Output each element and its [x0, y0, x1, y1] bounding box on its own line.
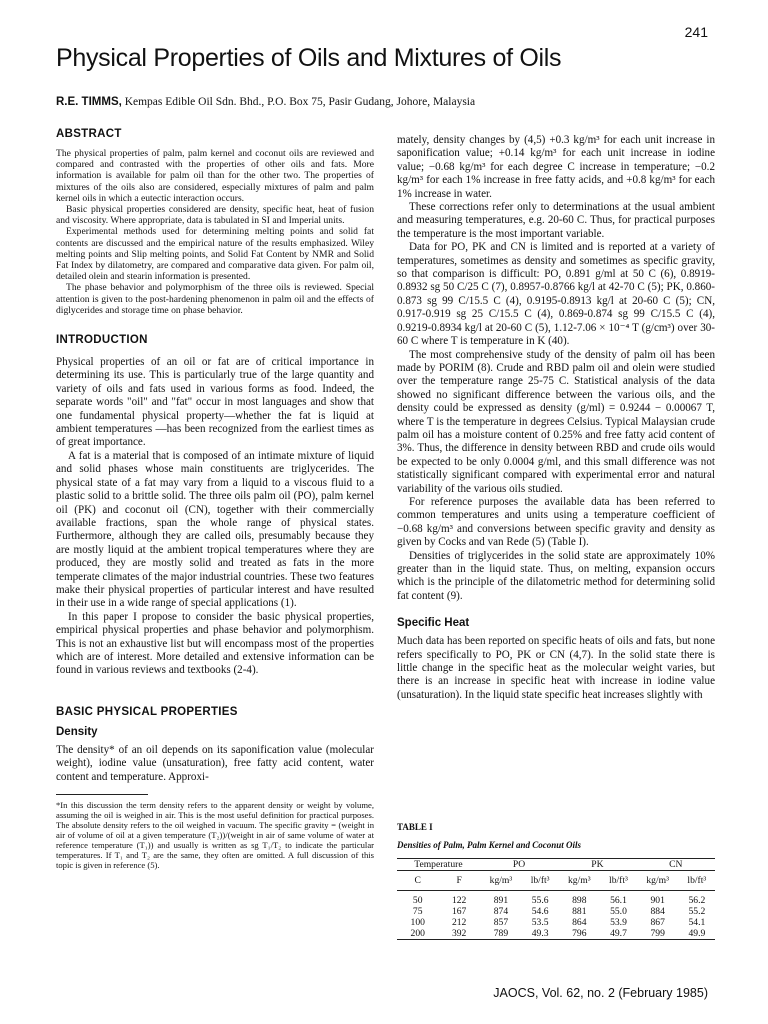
- table-cell: 122: [451, 895, 467, 906]
- table-cell: 881: [572, 906, 587, 917]
- table-column-header: lb/ft³: [530, 875, 550, 886]
- table-cell: 857: [493, 917, 509, 928]
- body-paragraph: Physical properties of an oil or fat are of critical importance in determining its use. This is particularly true of the large quantity and variety of oils and fats used in various forms as food. Indeed, the separate words "oil" and "fat" occur in most languages and show that one fundamental physical property—whether the fat is liquid at ambient temperatures —has been recognized from the earliest times as of great importance.: [56, 356, 374, 449]
- table-column-header: kg/m³: [489, 875, 513, 886]
- table-row: [397, 895, 715, 906]
- abstract-heading: ABSTRACT: [56, 128, 122, 140]
- body-paragraph: A fat is a material that is composed of an intimate mixture of liquid and solid phases whose main constituents are triglycerides. The physical state of a fat may vary from a liquid to a viscous fluid to a plastic solid to a brittle solid. The three oils palm oil (PO), palm kernel oil (PK) and coconut oil (CN), together with their commercially available fractions, span the whole range of physical states. Furthermore, although they are called oils, presumably because they are mostly liquid at the ambient tropical temperatures where they are produced, they are mostly solid and treated as fats in the more temperate climates of the major industrial countries. These two features make their physical properties of particular interest and have resulted in their use in a wide range of special applications (1).: [56, 449, 374, 610]
- table-column-header: kg/m³: [568, 875, 591, 886]
- table-label: TABLE I: [397, 822, 433, 832]
- abstract-paragraph: Experimental methods used for determining melting points and solid fat contents are discussed and the empirical nature of the results emphasized. Wiley melting points and Slip melting points, and Solid Fat Content by NMR and Solid Fat Index by dilatometry, are compared and comparative data given. For palm oil, detailed olein and stearin information is presented.: [56, 226, 374, 283]
- table-cell: 54.1: [688, 917, 706, 928]
- table-cell: 789: [493, 928, 509, 939]
- journal-footer: JAOCS, Vol. 62, no. 2 (February 1985): [493, 986, 708, 1000]
- table-cell: 50: [412, 895, 423, 906]
- body-paragraph: Densities of triglycerides in the solid state are approximately 10% greater than in the liquid state. Thus, on melting, expansion occurs which is the principle of the dilatometric method for determining solid fat content (9).: [397, 549, 715, 602]
- abstract-paragraph: The physical properties of palm, palm kernel and coconut oils are reviewed and compared and contrasted with the properties of other oils and fats. More information is available for palm oil than for the other two. The properties of mixtures of the oils also are considered, especially mixtures of palm and palm kernel oils in which a eutectic interaction occurs.: [56, 148, 374, 204]
- table-cell: 49.3: [531, 928, 549, 939]
- density-table: [397, 858, 715, 942]
- table-cell: 54.6: [531, 906, 549, 917]
- table-cell: 49.9: [688, 928, 706, 939]
- table-cell: 891: [493, 895, 509, 906]
- table-caption: Densities of Palm, Palm Kernel and Coconut Oils: [397, 840, 582, 850]
- author-name: R.E. TIMMS,: [56, 96, 122, 108]
- table-cell: 55.0: [610, 906, 627, 917]
- body-paragraph: The most comprehensive study of the density of palm oil has been made by PORIM (8). Crude and RBD palm oil and olein were studied over the temperature range 25-75 C. Statistical analysis of the data showed no significant difference between the various oils, and the density could be expressed as density (g/ml) = 0.9244 − 0.00067 T, where T is the temperature in degrees Celsius. Typical Malaysian crude palm oil has a moisture content of 0.25% and free fatty acid content of 3%. Thus, the difference in density between RBD and crude oils would be expected to be only 0.0004 g/ml, and this small difference was not statistically significant compared with experimental error and natural variability of the various oils studied.: [397, 348, 715, 495]
- table-1: [397, 822, 715, 942]
- table-cell: 56.2: [688, 895, 706, 906]
- table-column-header: lb/ft³: [687, 875, 707, 886]
- author-line: [56, 96, 475, 108]
- table-group-header: CN: [637, 859, 715, 871]
- table-cell: 864: [572, 917, 587, 928]
- body-paragraph: The density* of an oil depends on its saponification value (molecular weight), iodine value (unsaturation), free fatty acid content, water content and temperature. Approxi-: [56, 743, 374, 783]
- body-paragraph: In this paper I propose to consider the basic physical properties, empirical physical properties and phase behavior and polymorphism. This is not an exhaustive list but will encompass most of the properties which are of interest. More detailed and extensive information can be found in various reviews and textbooks (2-4).: [56, 610, 374, 677]
- introduction-section: [56, 334, 374, 678]
- page-title: Physical Properties of Oils and Mixtures of Oils: [56, 44, 562, 72]
- table-row: [397, 917, 715, 928]
- table-cell: 898: [572, 895, 587, 906]
- body-paragraph: Data for PO, PK and CN is limited and is reported at a variety of temperatures, sometimes as density and sometimes as specific gravity, so that comparison is difficult: PO, 0.891 g/ml at 50 C (6), 0.8919-0.8932 sg 50 C/25 C (7), 0.8957-0.8766 kg/l at 42-70 C (5); PK, 0.860-0.873 sg 99 C/15.5 C (4), 0.9195-0.8913 kg/l at 20-60 C (5); CN, 0.917-0.919 sg 25 C/15.5 C (4), 0.869-0.874 sg 99 C/15.5 C (4), 0.9219-0.8934 kg/l at 20-60 C (5), 1.12-7.06 × 10⁻⁴ T (g/cm³) over 30-60 C where T is temperature in K (40).: [397, 241, 715, 348]
- page-number: 241: [684, 24, 708, 40]
- abstract-paragraph: Basic physical properties considered are density, specific heat, heat of fusion and viscosity. Where appropriate, data is tabulated in SI and Imperial units.: [56, 204, 374, 227]
- table-cell: 884: [650, 906, 665, 917]
- body-paragraph: These corrections refer only to determinations at the usual ambient and measuring temperatures, e.g. 20-60 C. Thus, for practical purposes the temperature is the most important variable.: [397, 201, 715, 240]
- table-cell: 796: [572, 928, 587, 939]
- density-subheading: Density: [56, 725, 98, 738]
- basic-properties-heading: BASIC PHYSICAL PROPERTIES: [56, 705, 238, 718]
- footnote: *In this discussion the term density refers to the apparent density or weight by volume, assuming the oil is weighed in air. This is the most useful definition for practical purposes. The absolute density refers to the oil weighed in vacuum. The specific gravity = (weight in air of volume of oil at a given temperature (T₂))/(weight in air of same volume of water at reference temperature (T₁)) and usually is written as sg T₁/T₂ to indicate the particular temperatures. If T₁ and T₂ are the same, they often are omitted. A full discussion of this topic is given in reference (5).: [56, 800, 374, 871]
- table-cell: 100: [410, 917, 425, 928]
- right-column: [397, 134, 715, 702]
- table-cell: 56.1: [610, 895, 627, 906]
- table-column-header: C: [414, 875, 421, 886]
- specific-heat-subheading: Specific Heat: [397, 617, 470, 630]
- table-cell: 53.9: [610, 917, 627, 928]
- table-column-header: kg/m³: [646, 875, 669, 886]
- table-cell: 392: [451, 928, 467, 939]
- table-cell: 212: [451, 917, 467, 928]
- basic-properties-section: [56, 706, 374, 784]
- table-column-header: F: [456, 875, 462, 886]
- body-paragraph: mately, density changes by (4,5) +0.3 kg/m³ for each unit increase in saponification value; +0.14 kg/m³ for each unit increase in iodine value; −0.68 kg/m³ for each degree C increase in temperature; −0.2 kg/m³ for each 1% increase in free fatty acids, and +0.8 kg/m³ for each 1% increase in water.: [397, 134, 715, 200]
- table-cell: 49.7: [610, 928, 627, 939]
- table-group-header: Temperature: [397, 859, 480, 871]
- table-cell: 55.6: [531, 895, 549, 906]
- table-column-header: lb/ft³: [609, 875, 628, 886]
- body-paragraph: For reference purposes the available data has been referred to common temperatures and units using a temperature coefficient of −0.68 kg/m³ and conversions between specific gravity and density as given by Cocks and van Rede (5) (Table I).: [397, 495, 715, 549]
- table-group-header: PK: [558, 859, 636, 871]
- table-row: [397, 928, 715, 940]
- table-group-header: PO: [480, 859, 558, 871]
- table-cell: 53.5: [531, 917, 549, 928]
- table-cell: 867: [650, 917, 665, 928]
- left-column: [56, 128, 374, 870]
- table-row: [397, 906, 715, 917]
- introduction-heading: INTRODUCTION: [56, 334, 148, 347]
- body-paragraph: Much data has been reported on specific heats of oils and fats, but none refers specifically to PO, PK or CN (4,7). In the solid state there is little change in the specific heat as the molecular weight varies, but there is an increase in specific heat with increase in iodine value (unsaturation). In the liquid state specific heat increases slightly with: [397, 635, 715, 701]
- abstract-paragraph: The phase behavior and polymorphism of the three oils is reviewed. Special attention is given to the post-hardening phenomenon in palm oil and the effects of diglycerides and storage time on phase behavior.: [56, 282, 374, 316]
- table-cell: 75: [412, 906, 423, 917]
- table-cell: 200: [410, 928, 425, 939]
- table-cell: 799: [650, 928, 665, 939]
- author-affiliation: Kempas Edible Oil Sdn. Bhd., P.O. Box 75, Pasir Gudang, Johore, Malaysia: [121, 96, 476, 108]
- table-cell: 55.2: [688, 906, 706, 917]
- table-cell: 901: [650, 895, 665, 906]
- table-cell: 167: [451, 906, 467, 917]
- abstract-section: [56, 128, 374, 316]
- table-cell: 874: [493, 906, 509, 917]
